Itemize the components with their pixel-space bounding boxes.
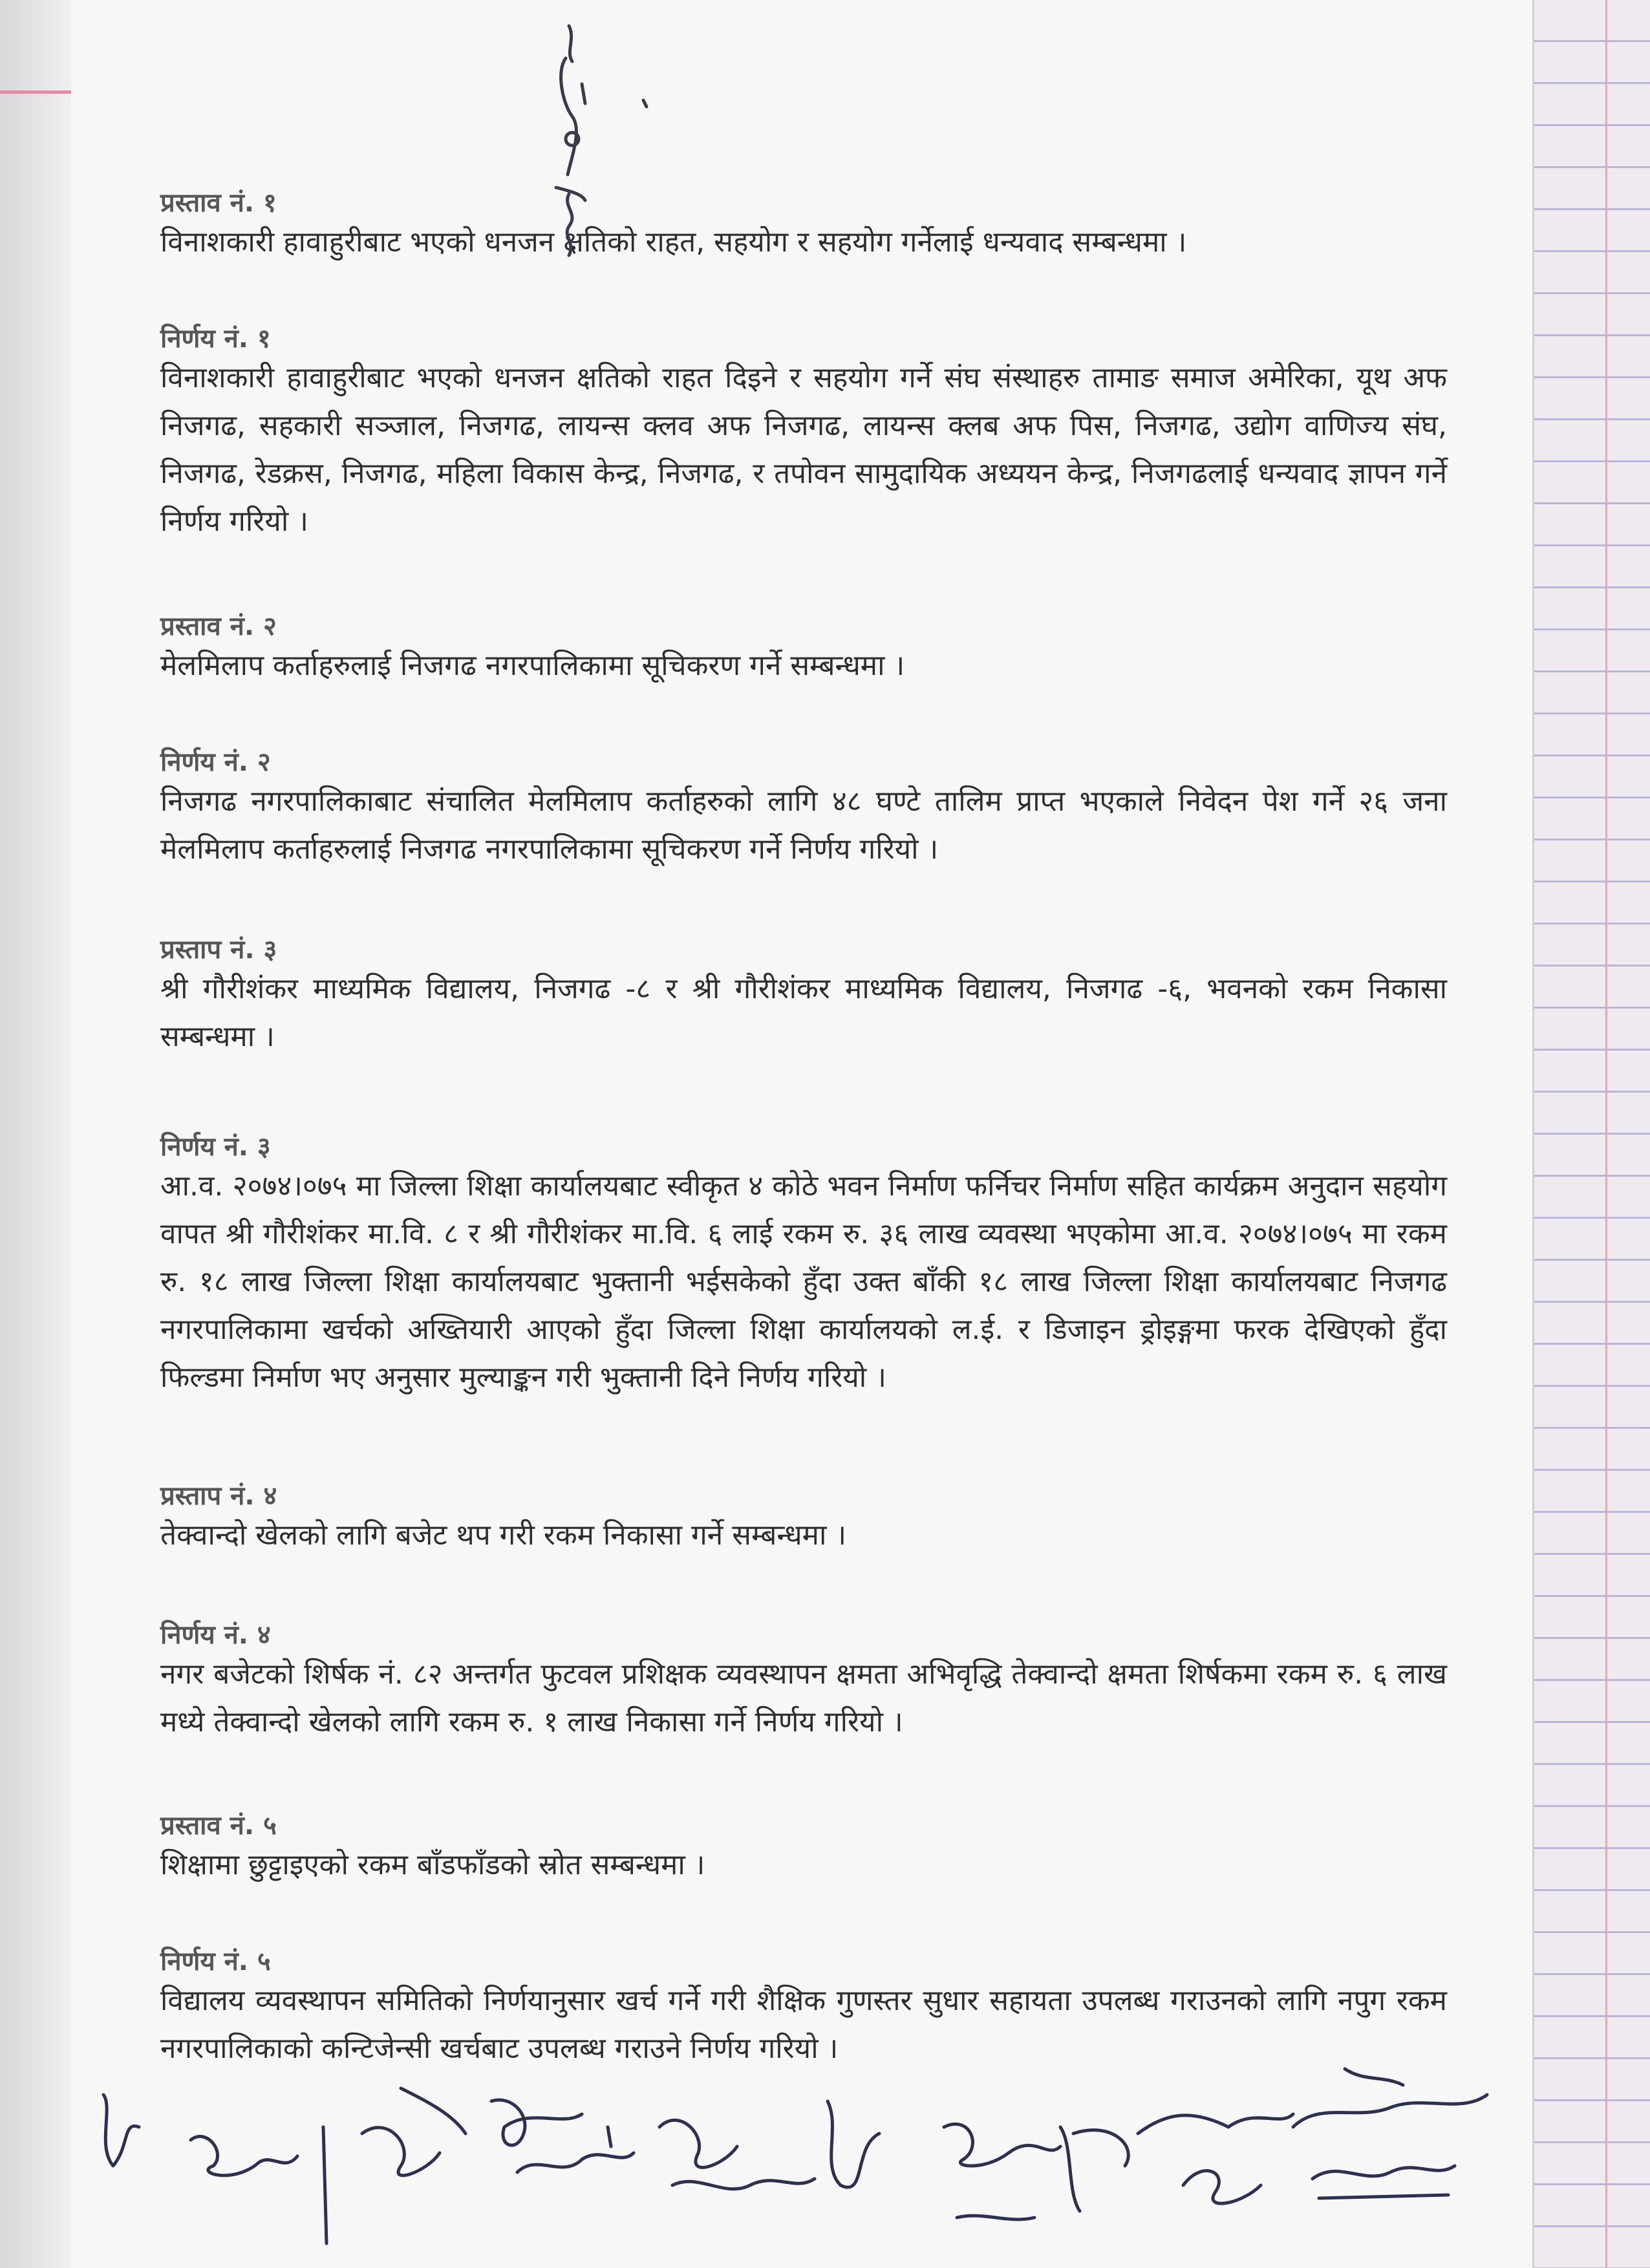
- decision-4: [160, 1620, 1447, 1746]
- decision-text: विनाशकारी हावाहुरीबाट भएको धनजन क्षतिको राहत दिइने र सहयोग गर्ने संघ संस्थाहरु तामाङ समाज अमेरिका, यूथ अफ निजगढ, सहकारी सञ्जाल, निजगढ, लायन्स क्लव अफ निजगढ, लायन्स क्लब अफ पिस, निजगढ, उद्योग वाणिज्य संघ, निजगढ, रेडक्रस, निजगढ, महिला विकास केन्द्र, निजगढ, र तपोवन सामुदायिक अध्ययन केन्द्र, निजगढलाई धन्यवाद ज्ञापन गर्ने निर्णय गरियो ।: [160, 361, 1447, 538]
- proposal-text: श्री गौरीशंकर माध्यमिक विद्यालय, निजगढ -८ र श्री गौरीशंकर माध्यमिक विद्यालय, निजगढ -६, भवनको रकम निकासा सम्बन्धमा ।: [160, 972, 1447, 1053]
- decision-text: आ.व. २०७४।०७५ मा जिल्ला शिक्षा कार्यालयबाट स्वीकृत ४ कोठे भवन निर्माण फर्निचर निर्माण सहित कार्यक्रम अनुदान सहयोग वापत श्री गौरीशंकर मा.वि. ८ र श्री गौरीशंकर मा.वि. ६ लाई रकम रु. ३६ लाख व्यवस्था भएकोमा आ.व. २०७४।०७५ मा रकम रु. १८ लाख जिल्ला शिक्षा कार्यालयबाट भुक्तानी भईसकेको हुँदा उक्त बाँकी १८ लाख जिल्ला शिक्षा कार्यालयबाट निजगढ नगरपालिकामा खर्चको अख्तियारी आएको हुँदा जिल्ला शिक्षा कार्यालयको ल.ई. र डिजाइन ड्रोइङ्गमा फरक देखिएको हुँदा फिल्डमा निर्माण भए अनुसार मुल्याङ्कन गरी भुक्तानी दिने निर्णय गरियो ।: [160, 1170, 1447, 1394]
- decision-heading: निर्णय नं. १: [160, 324, 271, 354]
- proposal-text: तेक्वान्दो खेलको लागि बजेट थप गरी रकम निकासा गर्ने सम्बन्धमा ।: [160, 1519, 847, 1552]
- decision-text: विद्यालय व्यवस्थापन समितिको निर्णयानुसार खर्च गर्ने गरी शैक्षिक गुणस्तर सुधार सहायता उपलब्ध गराउनको लागि नपुग रकम नगरपालिकाको कन्टिजेन्सी खर्चबाट उपलब्ध गराउने निर्णय गरियो ।: [160, 1984, 1447, 2065]
- decision-5: [160, 1946, 1447, 2073]
- ruled-margin-mark: [0, 91, 71, 94]
- decision-heading: निर्णय नं. ५: [160, 1947, 271, 1976]
- decision-1: [160, 323, 1447, 546]
- decision-2: [160, 747, 1447, 873]
- notebook-margin-line: [1605, 0, 1607, 2268]
- notebook-ruled-strip: [1532, 0, 1650, 2268]
- decision-heading: निर्णय नं. २: [160, 747, 271, 777]
- decision-heading: निर्णय नं. ३: [160, 1132, 271, 1162]
- proposal-heading: प्रस्ताव नं. ५: [160, 1811, 277, 1841]
- proposal-heading: प्रस्ताप नं. ४: [160, 1481, 277, 1511]
- scan-left-edge: [0, 0, 71, 2268]
- proposal-heading: प्रस्ताप नं. ३: [160, 935, 277, 965]
- proposal-heading: प्रस्ताव नं. १: [160, 188, 277, 218]
- proposal-text: मेलमिलाप कर्ताहरुलाई निजगढ नगरपालिकामा सूचिकरण गर्ने सम्बन्धमा ।: [160, 649, 905, 682]
- proposal-4: [160, 1481, 1447, 1559]
- decision-text: निजगढ नगरपालिकाबाट संचालित मेलमिलाप कर्ताहरुको लागि ४८ घण्टे तालिम प्राप्त भएकाले निवेदन पेश गर्ने २६ जना मेलमिलाप कर्ताहरुलाई निजगढ नगरपालिकामा सूचिकरण गर्ने निर्णय गरियो ।: [160, 785, 1447, 866]
- proposal-heading: प्रस्ताव नं. २: [160, 612, 277, 641]
- proposal-text: विनाशकारी हावाहुरीबाट भएको धनजन क्षतिको राहत, सहयोग र सहयोग गर्नेलाई धन्यवाद सम्बन्धमा ।: [160, 226, 1187, 259]
- decision-heading: निर्णय नं. ४: [160, 1620, 271, 1650]
- proposal-1: [160, 187, 1447, 266]
- proposal-2: [160, 611, 1447, 690]
- proposal-5: [160, 1810, 1447, 1889]
- decision-3: [160, 1131, 1447, 1402]
- proposal-text: शिक्षामा छुट्टाइएको रकम बाँडफाँडको स्रोत सम्बन्धमा ।: [160, 1848, 705, 1881]
- decision-text: नगर बजेटको शिर्षक नं. ८२ अन्तर्गत फुटवल प्रशिक्षक व्यवस्थापन क्षमता अभिवृद्धि तेक्वान्दो क्षमता शिर्षकमा रकम रु. ६ लाख मध्ये तेक्वान्दो खेलको लागि रकम रु. १ लाख निकासा गर्ने निर्णय गरियो ।: [160, 1658, 1447, 1738]
- proposal-3: [160, 934, 1447, 1061]
